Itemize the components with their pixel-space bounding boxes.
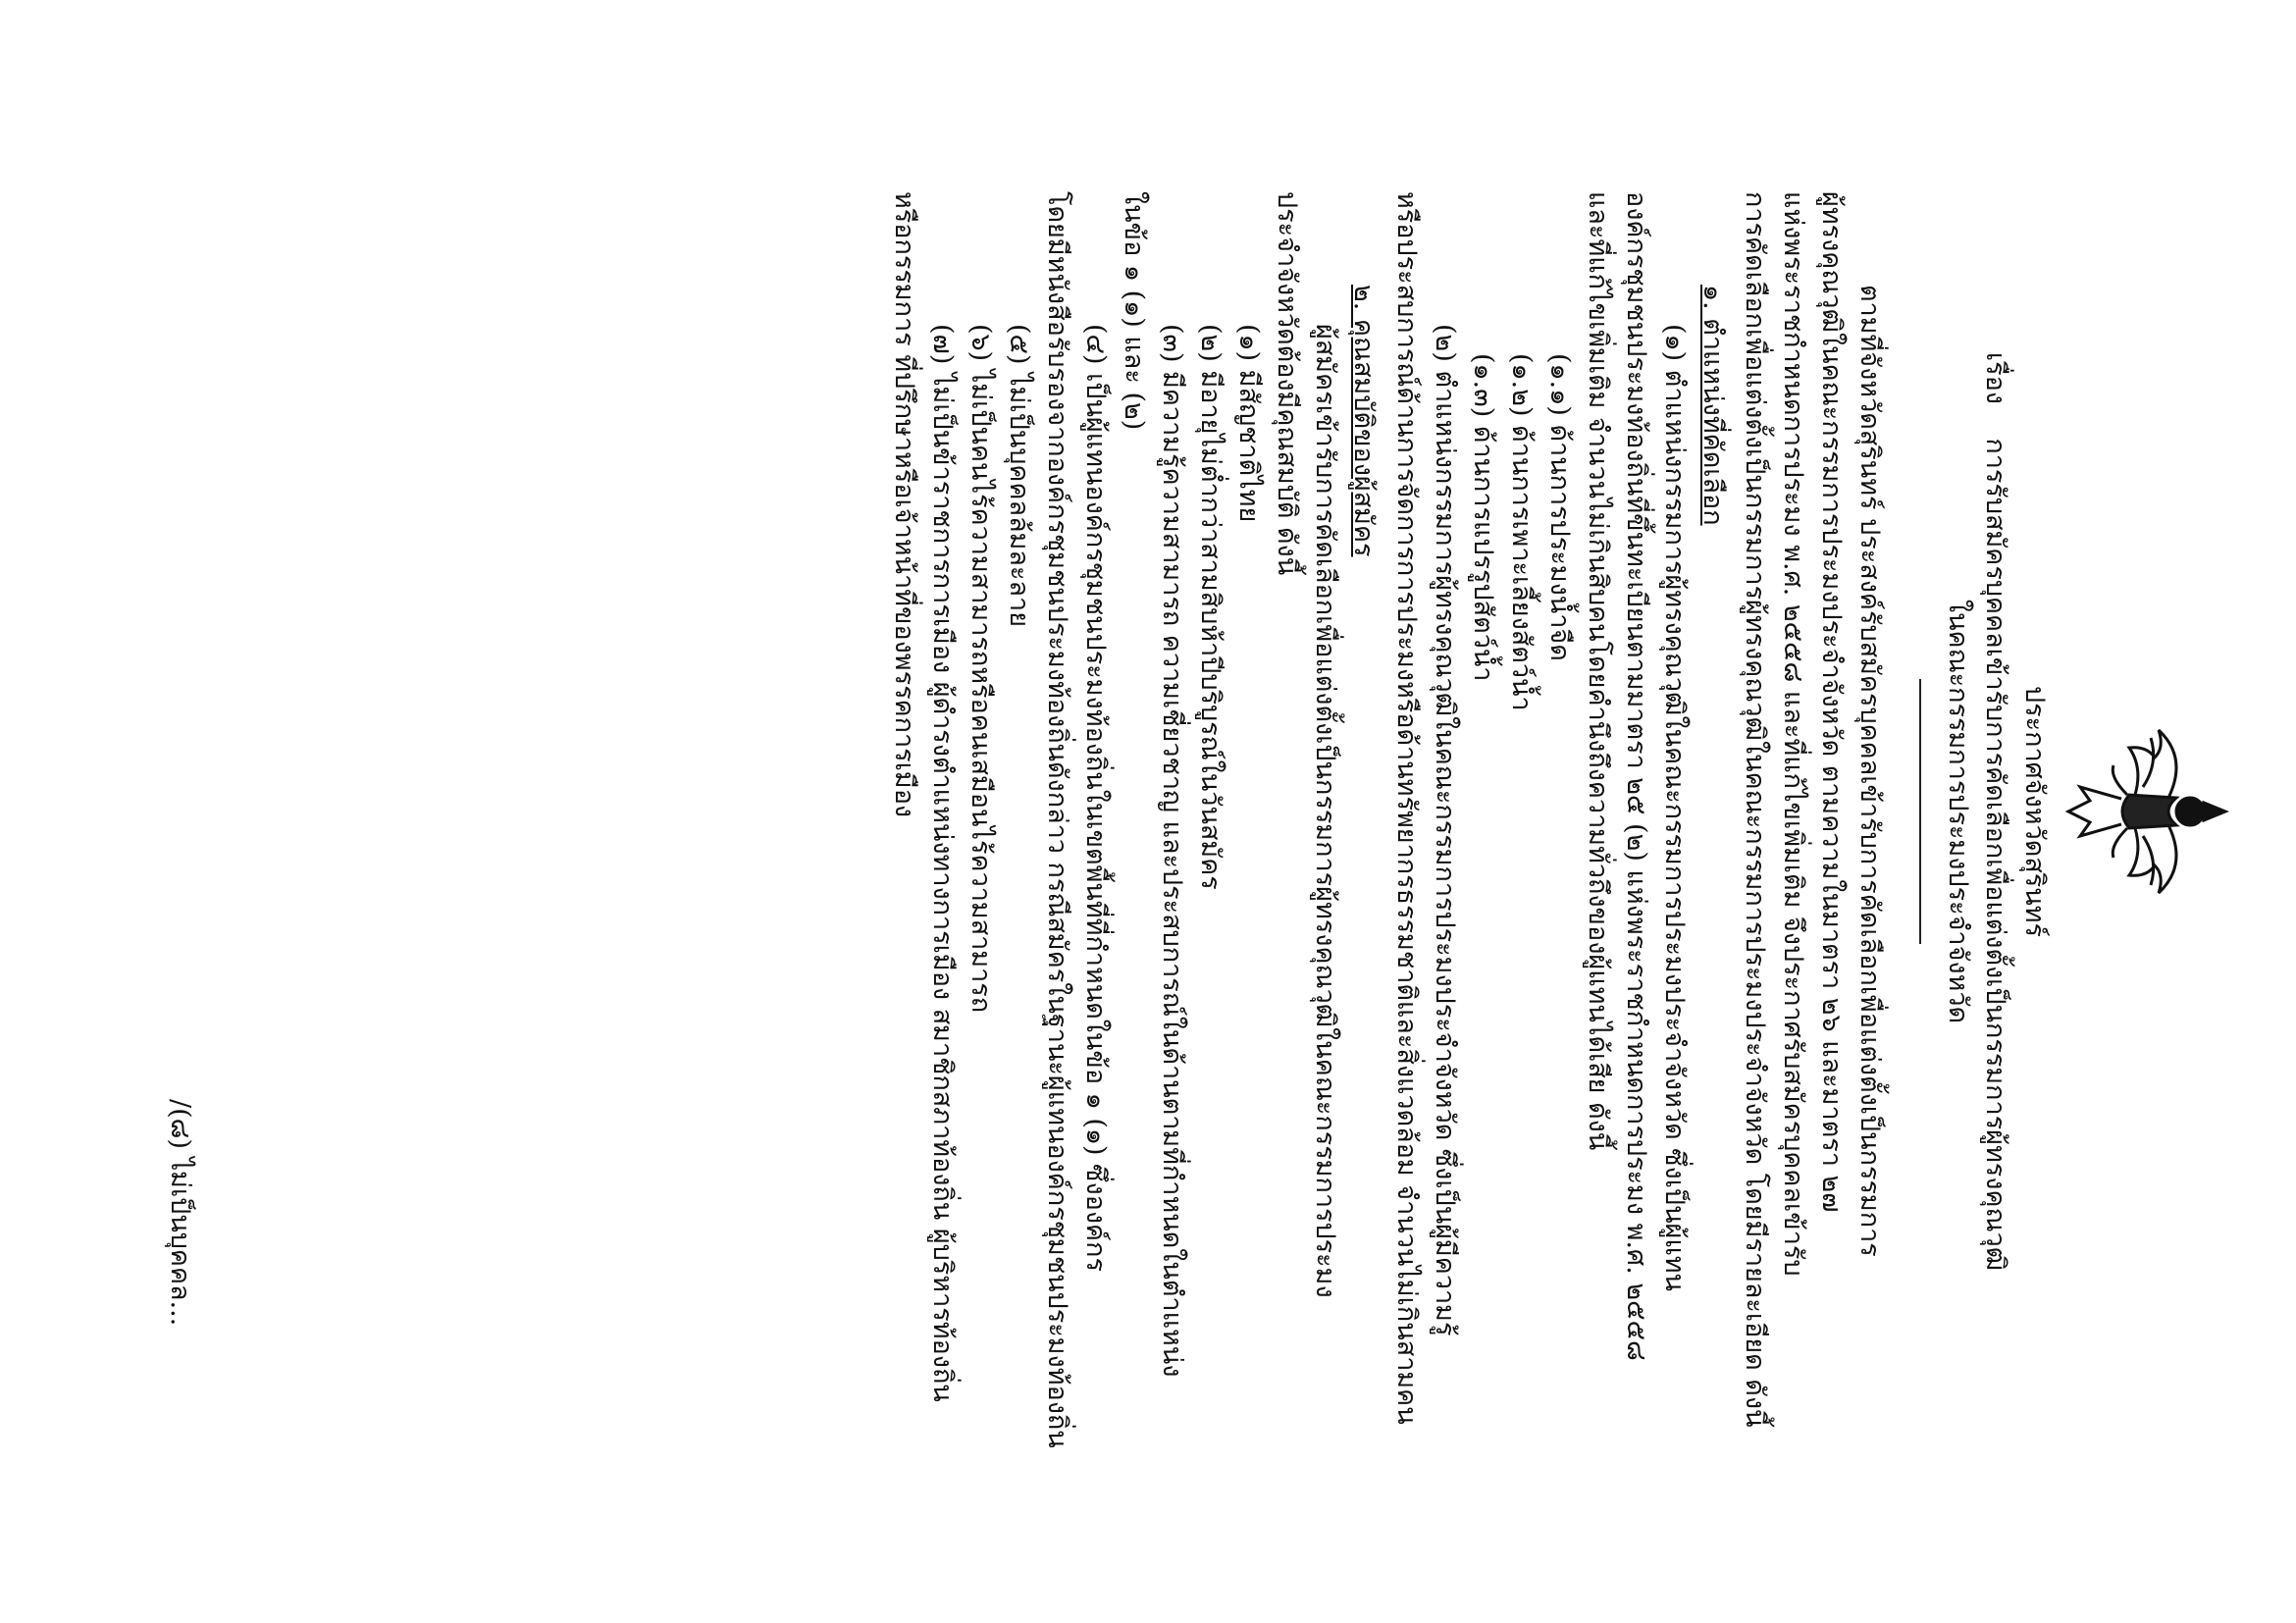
- header-divider: [1919, 679, 1921, 944]
- subject-line-1: [1978, 0, 2011, 1623]
- section-2-intro-line: ประจำจังหวัดต้องมีคุณสมบัติ ดังนี้: [1272, 191, 1302, 576]
- intro-line: ตามที่จังหวัดสุรินทร์ ประสงค์รับสมัครบุคคลเข้ารับการคัดเลือกเพื่อแต่งตั้งเป็นกรรมการ: [1854, 285, 1885, 1257]
- section-1-sub-item: (๑.๒) ด้านการเพาะเลี้ยงสัตว์น้ำ: [1506, 353, 1537, 711]
- section-2-item: ในข้อ ๑ (๑) และ (๒): [1119, 191, 1149, 431]
- section-1-item-1-line: องค์กรชุมชนประมงท้องถิ่นที่ขึ้นทะเบียนตามมาตรา ๒๕ (๒) แห่งพระราชกำหนดการประมง พ.ศ. ๒๕๕๘: [1621, 191, 1651, 1361]
- section-1-item-2-line: หรือประสบการณ์ด้านการจัดการการประมงหรือด้านทรัพยากรธรรมชาติและสิ่งแวดล้อม จำนวนไม่เกินสามคน: [1391, 191, 1422, 1425]
- intro-line: การคัดเลือกเพื่อแต่งตั้งเป็นกรรมการผู้ทรงคุณวุฒิในคณะกรรมการประมงประจำจังหวัด โดยมีรายละเอียด ดังนี้: [1740, 191, 1770, 1428]
- intro-line: ผู้ทรงคุณวุฒิในคณะกรรมการประมงประจำจังหวัด ตามความในมาตรา ๒๖ และมาตรา ๒๗: [1816, 191, 1847, 1213]
- section-2-item: (๑) มีสัญชาติไทย: [1233, 324, 1264, 523]
- section-1-sub-item: (๑.๑) ด้านการประมงน้ำจืด: [1544, 353, 1575, 661]
- continuation-note: /(๘) ไม่เป็นบุคคล...: [165, 1099, 195, 1327]
- intro-line: แห่งพระราชกำหนดการประมง พ.ศ. ๒๕๕๘ และที่แก้ไขเพิ่มเติม จึงประกาศรับสมัครบุคคลเข้ารับ: [1778, 191, 1808, 1277]
- section-2-item: (๒) มีอายุไม่ต่ำกว่าสามสิบห้าปีบริบูรณ์ในวันสมัคร: [1195, 324, 1226, 890]
- garuda-emblem-icon: [2061, 718, 2237, 905]
- agency-title: ประกาศจังหวัดสุรินทร์: [2019, 685, 2050, 938]
- section-1-title: ๑. ตำแหน่งที่คัดเลือก: [1697, 285, 1728, 526]
- section-2-item: หรือกรรมการ ที่ปรึกษาหรือเจ้าหน้าที่ของพรรคการเมือง: [889, 191, 919, 818]
- section-1-item-1-line: และที่แก้ไขเพิ่มเติม จำนวนไม่เกินสิบคนโดยคำนึงถึงความทั่วถึงของผู้แทนได้เสีย ดังนี้: [1583, 191, 1613, 1151]
- subject-line-2: ในคณะกรรมการประมงประจำจังหวัด: [1943, 599, 1973, 1024]
- section-1-sub-item: (๑.๓) ด้านการแปรรูปสัตว์น้ำ: [1468, 353, 1498, 682]
- section-1-item-2-line: (๒) ตำแหน่งกรรมการผู้ทรงคุณวุฒิในคณะกรรมการประมงประจำจังหวัด ซึ่งเป็นผู้มีความรู้: [1430, 324, 1460, 1336]
- section-2-item: (๓) มีความรู้ความสามารถ ความเชี่ยวชาญ และประสบการณ์ในด้านตามที่กำหนดในตำแหน่ง: [1157, 324, 1187, 1378]
- section-2-item: (๕) ไม่เป็นบุคคลล้มละลาย: [1004, 324, 1034, 628]
- section-2-item: (๗) ไม่เป็นข้าราชการการเมือง ผู้ดำรงตำแหน่งทางการเมือง สมาชิกสภาท้องถิ่น ผู้บริหารท้องถิ่น: [927, 324, 958, 1402]
- subject-text: การรับสมัครบุคคลเข้ารับการคัดเลือกเพื่อแต่งตั้งเป็นกรรมการผู้ทรงคุณวุฒิ: [1980, 438, 2010, 1272]
- section-2-item: (๔) เป็นผู้แทนองค์กรชุมชนประมงท้องถิ่นในเขตพื้นที่ที่กำหนดในข้อ ๑ (๑) ซึ่งองค์กร: [1080, 324, 1111, 1272]
- section-2-item: โดยมีหนังสือรับรองจากองค์กรชุมชนประมงท้องถิ่นดังกล่าว กรณีสมัครในฐานะผู้แทนองค์กรชุมชนประมงท้องถิ่น: [1042, 191, 1072, 1448]
- section-2-title: ๒. คุณสมบัติของผู้สมัคร: [1348, 285, 1379, 557]
- subject-label: เรื่อง: [1980, 351, 2010, 404]
- section-1-item-1-line: (๑) ตำแหน่งกรรมการผู้ทรงคุณวุฒิในคณะกรรมการประมงประจำจังหวัด ซึ่งเป็นผู้แทน: [1659, 324, 1690, 1292]
- section-2-intro-line: ผู้สมัครเข้ารับการคัดเลือกเพื่อแต่งตั้งเป็นกรรมการผู้ทรงคุณวุฒิในคณะกรรมการประมง: [1310, 324, 1340, 1298]
- section-2-item: (๖) ไม่เป็นคนไร้ความสามารถหรือคนเสมือนไร้ความสามารถ: [965, 324, 996, 1014]
